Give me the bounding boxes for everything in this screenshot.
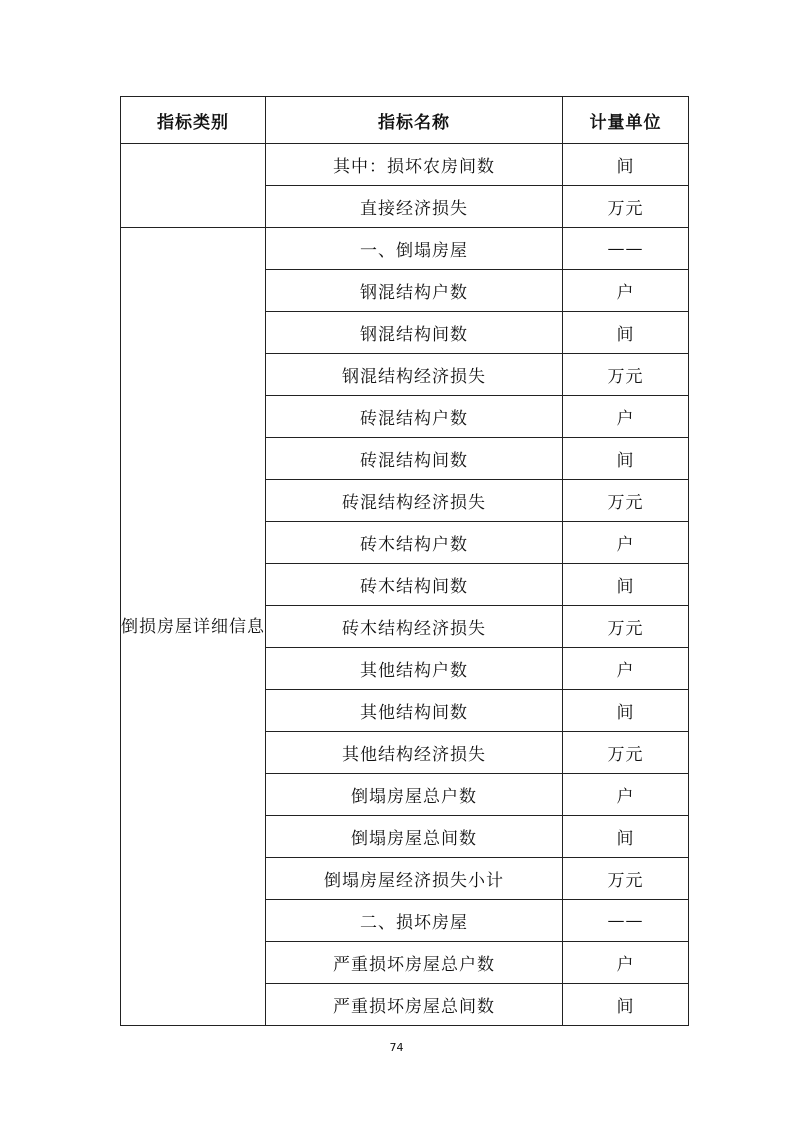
page-number: 74: [389, 1041, 404, 1054]
indicator-name: 钢混结构经济损失: [266, 354, 563, 396]
indicator-unit: 户: [563, 522, 689, 564]
indicator-name: 其他结构间数: [266, 690, 563, 732]
indicator-unit: 间: [563, 564, 689, 606]
indicator-unit: 户: [563, 270, 689, 312]
indicator-unit: ——: [563, 900, 689, 942]
indicator-name: 倒塌房屋总间数: [266, 816, 563, 858]
indicator-name: 其他结构户数: [266, 648, 563, 690]
indicator-unit: 户: [563, 942, 689, 984]
category-cell-empty: [121, 144, 266, 228]
indicator-name: 砖混结构经济损失: [266, 480, 563, 522]
indicator-unit: 万元: [563, 858, 689, 900]
indicator-name: 其他结构经济损失: [266, 732, 563, 774]
indicator-name: 严重损坏房屋总间数: [266, 984, 563, 1026]
indicator-unit: 户: [563, 648, 689, 690]
indicator-name: 一、倒塌房屋: [266, 228, 563, 270]
indicator-unit: 户: [563, 774, 689, 816]
header-unit: 计量单位: [563, 97, 689, 144]
indicator-unit: 间: [563, 144, 689, 186]
table-row: [121, 228, 689, 270]
indicator-name: 砖木结构间数: [266, 564, 563, 606]
indicator-name: 其中：损坏农房间数: [266, 144, 563, 186]
indicator-name: 倒塌房屋总户数: [266, 774, 563, 816]
indicator-name: 严重损坏房屋总户数: [266, 942, 563, 984]
indicator-unit: 间: [563, 984, 689, 1026]
header-row: [121, 97, 689, 144]
indicator-unit: 万元: [563, 354, 689, 396]
indicator-name: 倒塌房屋经济损失小计: [266, 858, 563, 900]
category-cell: 倒损房屋详细信息: [121, 228, 266, 1026]
indicator-unit: 间: [563, 816, 689, 858]
indicator-unit: 间: [563, 438, 689, 480]
header-category: 指标类别: [121, 97, 266, 144]
indicator-unit: 万元: [563, 732, 689, 774]
indicator-unit: 间: [563, 312, 689, 354]
indicator-name: 砖木结构经济损失: [266, 606, 563, 648]
indicator-name: 钢混结构间数: [266, 312, 563, 354]
indicator-unit: ——: [563, 228, 689, 270]
indicator-name: 砖混结构间数: [266, 438, 563, 480]
indicator-name: 二、损坏房屋: [266, 900, 563, 942]
indicator-unit: 万元: [563, 606, 689, 648]
indicator-unit: 万元: [563, 480, 689, 522]
header-name: 指标名称: [266, 97, 563, 144]
indicator-unit: 户: [563, 396, 689, 438]
table-row: [121, 144, 689, 186]
indicator-unit: 间: [563, 690, 689, 732]
indicator-name: 砖混结构户数: [266, 396, 563, 438]
indicator-name: 直接经济损失: [266, 186, 563, 228]
indicator-table: [120, 96, 689, 1026]
indicator-name: 砖木结构户数: [266, 522, 563, 564]
indicator-name: 钢混结构户数: [266, 270, 563, 312]
indicator-unit: 万元: [563, 186, 689, 228]
